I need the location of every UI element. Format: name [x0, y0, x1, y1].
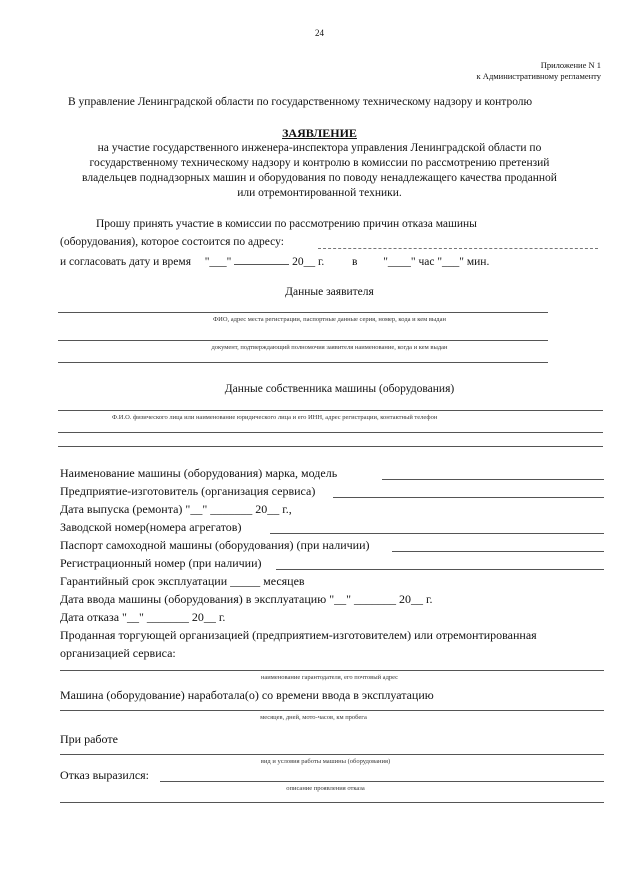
field-machine-name: Наименование машины (оборудования) марка, модель — [60, 466, 338, 480]
applicant-line-1[interactable] — [58, 312, 548, 313]
owner-line-3[interactable] — [58, 446, 603, 447]
failure-label: Отказ выразился: — [60, 768, 150, 782]
failure-fill-line-2[interactable] — [60, 802, 604, 803]
sold-fill-line[interactable] — [60, 670, 604, 671]
subtitle-line: государственному техническому надзору и контролю в комиссии по рассмотрению претензий — [89, 157, 550, 169]
field-passport-line[interactable] — [392, 551, 604, 552]
work-fill-line[interactable] — [60, 754, 604, 755]
failure-caption: описание проявления отказа — [286, 785, 365, 792]
request-month-field[interactable] — [234, 254, 289, 265]
appendix-line-2: к Административному регламенту — [476, 71, 601, 81]
request-year: 20__ г. — [292, 256, 325, 268]
applicant-caption-1: ФИО, адрес места регистрации, паспортные данные серия, номер, кода и кем выдан — [213, 316, 446, 323]
field-serial-number: Заводской номер(номера агрегатов) — [60, 520, 242, 534]
field-warranty: Гарантийный срок эксплуатации _____ месяцев — [60, 574, 305, 588]
address-line[interactable] — [318, 248, 598, 249]
addressee: В управление Ленинградской области по государственному техническому надзору и контролю — [68, 96, 533, 108]
sold-line-2: организацией сервиса: — [60, 646, 176, 660]
subtitle-line: на участие государственного инженера-инспектора управления Ленинградской области по — [97, 142, 542, 154]
field-serial-number-line[interactable] — [270, 533, 604, 534]
owner-caption-1: Ф.И.О. физического лица или наименование юридического лица и его ИНН, адрес регистрации, контактный телефон — [112, 414, 438, 421]
document-subtitle — [0, 141, 639, 201]
applicant-caption-2: документ, подтверждающий полномочия заявителя наименование, когда и кем выдан — [211, 344, 448, 351]
field-passport: Паспорт самоходной машины (оборудования) (при наличии) — [60, 538, 370, 552]
subtitle-line: или отремонтированной техники. — [237, 187, 402, 199]
appendix-line-1: Приложение N 1 — [540, 60, 601, 70]
request-time: "____" час "___" мин. — [383, 256, 490, 268]
work-label: При работе — [60, 732, 118, 746]
field-failure-date: Дата отказа "__" _______ 20__ г. — [60, 610, 226, 624]
field-registration-number-line[interactable] — [276, 569, 604, 570]
field-manufacturer-line[interactable] — [333, 497, 604, 498]
applicant-line-2[interactable] — [58, 340, 548, 341]
field-registration-number: Регистрационный номер (при наличии) — [60, 556, 262, 570]
page-number: 24 — [315, 28, 324, 38]
request-in: в — [352, 256, 358, 268]
work-caption: вид и условия работы машины (оборудования) — [260, 758, 391, 765]
request-day: "___" — [204, 256, 232, 268]
failure-fill-line[interactable] — [160, 781, 604, 782]
owner-heading: Данные собственника машины (оборудования) — [224, 383, 455, 395]
document-title: ЗАЯВЛЕНИЕ — [282, 126, 357, 140]
request-date-label: и согласовать дату и время — [60, 256, 191, 268]
field-commission-date: Дата ввода машины (оборудования) в эксплуатацию "__" _______ 20__ г. — [60, 592, 433, 606]
field-manufacturer: Предприятие-изготовитель (организация сервиса) — [60, 484, 316, 498]
request-line-3 — [60, 254, 489, 268]
operating-label: Машина (оборудование) наработала(о) со времени ввода в эксплуатацию — [60, 688, 434, 702]
subtitle-line: владельцев поднадзорных машин и оборудования по поводу ненадлежащего качества проданной — [82, 172, 557, 184]
applicant-line-3[interactable] — [58, 362, 548, 363]
field-machine-name-line[interactable] — [382, 479, 604, 480]
operating-caption: месяцев, дней, мото-часов, км пробега — [260, 714, 367, 721]
sold-caption: наименование гарантодателя, его почтовый адрес — [260, 674, 399, 681]
request-line-2: (оборудования), которое состоится по адресу: — [60, 236, 284, 248]
operating-fill-line[interactable] — [60, 710, 604, 711]
owner-line-1[interactable] — [58, 410, 603, 411]
request-line-1: Прошу принять участие в комиссии по рассмотрению причин отказа машины — [96, 218, 477, 230]
field-release-date: Дата выпуска (ремонта) "__" _______ 20__ г., — [60, 502, 292, 516]
applicant-heading: Данные заявителя — [285, 286, 374, 298]
owner-line-2[interactable] — [58, 432, 603, 433]
sold-line-1: Проданная торгующей организацией (предприятием-изготовителем) или отремонтированная — [60, 628, 537, 642]
